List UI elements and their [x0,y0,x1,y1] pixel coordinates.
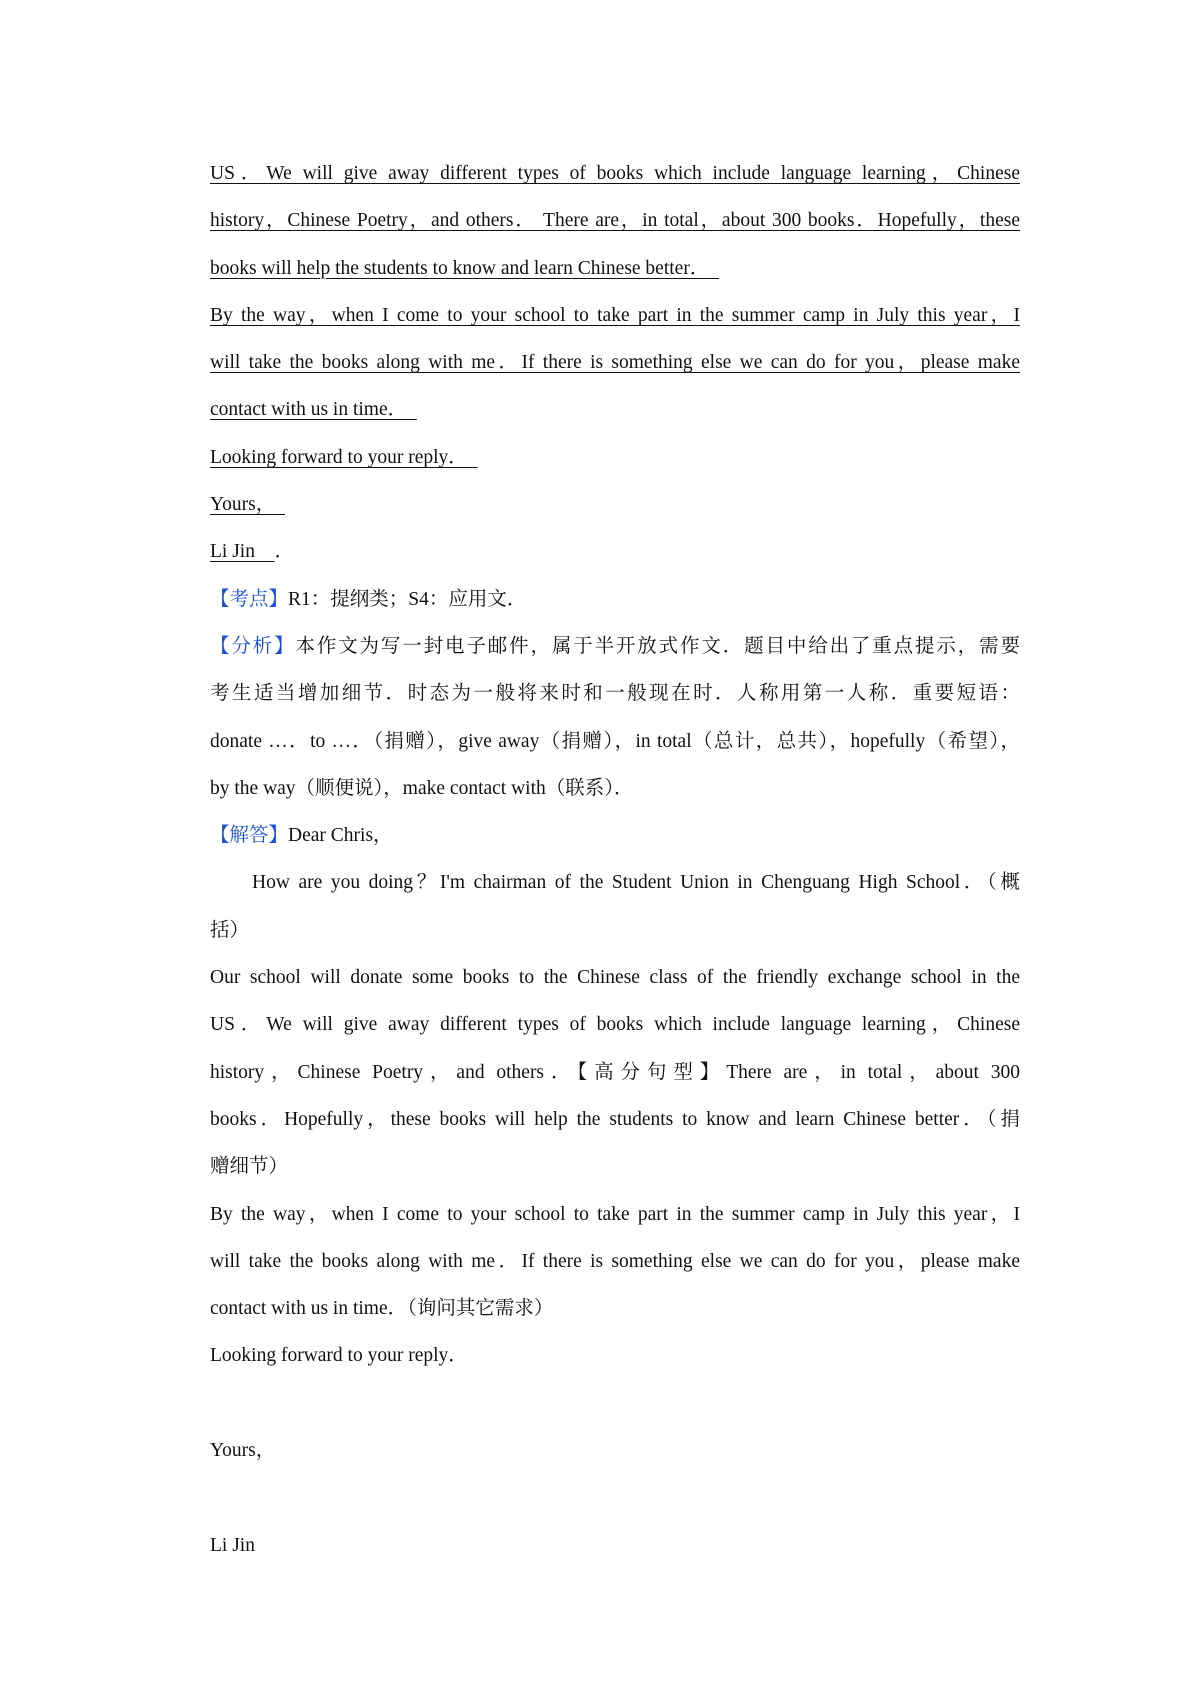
fenxi-line-3: donate …．to …．（捐赠），give away（捐赠），in total（总计，总共），hopefully（希望）， [210,730,1020,752]
answer-para3-line-3: contact with us in time．（询问其它需求） [210,1298,554,1320]
kaodian-tag: 【考点】 [210,588,289,610]
model-letter-line-1: US．We will give away different types of books which include language learning，Chinese [210,163,1020,184]
answer-para2-line-1: Our school will donate some books to the Chinese class of the friendly exchange school in the [210,967,1020,989]
blank-line [210,1380,1020,1427]
model-letter-line-4: By the way，when I come to your school to take part in the summer camp in July this year，I [210,304,1020,326]
model-letter-line-2: history，Chinese Poetry，and others． There are，in total，about 300 books．Hopefully，these [210,210,1020,232]
answer-para3-line-2: will take the books along with me．If there is something else we can do for you，please make [210,1250,1020,1272]
kaodian-text: R1：提纲类；S4：应用文． [288,588,527,610]
answer-para1-line-1: How are you doing？I'm chairman of the Student Union in Chenguang High School．（概 [252,872,1020,894]
model-letter-line-6: contact with us in time． [210,399,408,421]
answer-para2-line-3: history，Chinese Poetry，and others．【高分句型】There are，in total，about 300 [210,1061,1021,1083]
model-letter-line-3: books will help the students to know and learn Chinese better． [210,257,710,279]
high-score-tag: 【高分句型】 [577,1061,727,1083]
fenxi-line-1: 【分析】本作文为写一封电子邮件，属于半开放式作文．题目中给出了重点提示，需要 [210,635,1020,657]
answer-para1-line-2: 括） [210,919,250,941]
document-page [210,150,1020,1569]
model-letter-closing: Looking forward to your reply． [210,446,468,468]
fenxi-line-4: by the way（顺便说），make contact with（联系）． [210,777,634,799]
fenxi-line-2: 考生适当增加细节．时态为一般将来时和一般现在时．人称用第一人称．重要短语： [210,683,1020,705]
fenxi-tag: 【分析】 [210,635,296,657]
answer-name: Li Jin [210,1534,255,1556]
answer-para2-line-2: US．We will give away different types of books which include language learning，Chinese [210,1014,1020,1036]
model-letter-name: Li Jin ． [210,541,294,563]
jieda-section [210,812,1020,859]
model-letter-line-5: will take the books along with me．If there is something else we can do for you，please make [210,352,1020,374]
model-letter-yours: Yours， [210,494,276,516]
answer-para2-line-5: 赠细节） [210,1156,289,1178]
answer-sign-off: Yours， [210,1440,276,1462]
blank-line [210,1474,1020,1521]
answer-para2-line-4: books．Hopefully，these books will help the students to know and learn Chinese better．（捐 [210,1108,1020,1130]
answer-para3-line-1: By the way，when I come to your school to take part in the summer camp in July this year，I [210,1203,1020,1225]
jieda-tag: 【解答】 [210,825,289,847]
answer-closing: Looking forward to your reply． [210,1345,468,1367]
kaodian-section [210,576,1020,623]
jieda-greeting: Dear Chris， [288,825,393,847]
